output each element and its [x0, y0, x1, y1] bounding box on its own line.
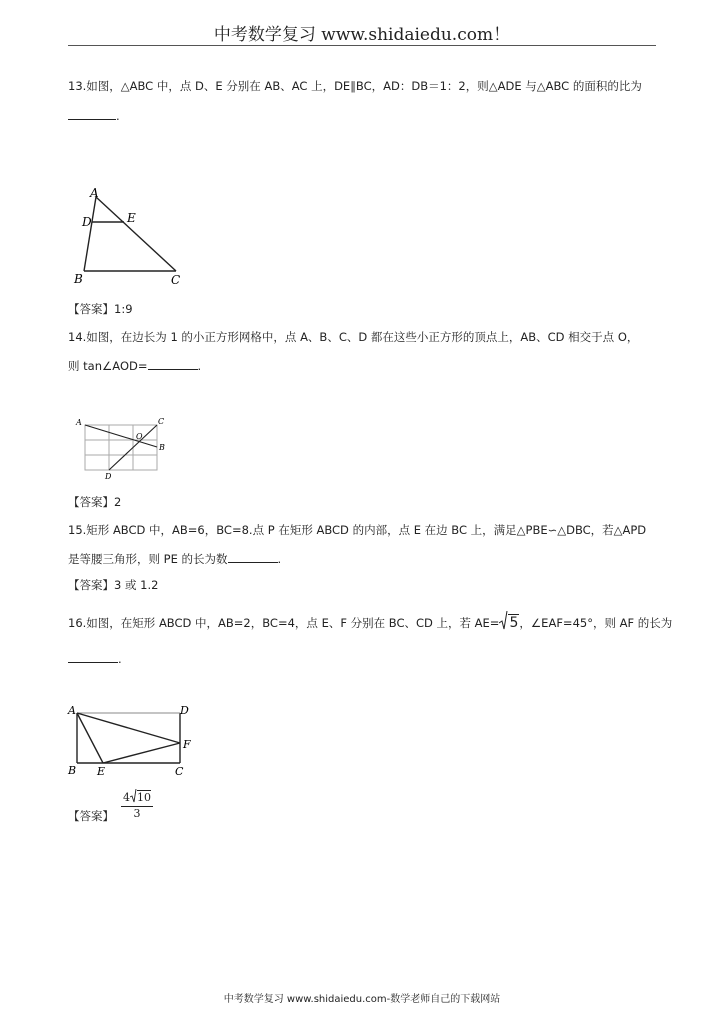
q13-label-b: B [74, 272, 83, 286]
q13-label-a: A [90, 186, 99, 200]
q13-side-ab [84, 197, 96, 271]
q16-label-a: A [68, 704, 76, 717]
q14-segment-ab [85, 425, 157, 447]
q13-label-c: C [171, 273, 181, 287]
q16-label-b: B [68, 764, 77, 777]
q15-line2-text: 是等腰三角形，则 PE 的长为数 [68, 552, 228, 566]
q16-text-after: ，∠EAF=45°，则 AF 的长为 [519, 616, 673, 630]
radical-sign-icon [130, 789, 137, 803]
q14-label-c: C [158, 417, 165, 426]
q16-answer-blank [68, 651, 118, 663]
q13-label-d: D [82, 215, 92, 229]
q16-text [68, 611, 673, 631]
q15-answer-label: 【答案】 [68, 578, 114, 592]
q16-blank-end: . [118, 652, 122, 666]
q16-figure [64, 702, 200, 780]
q14-grid-border [85, 425, 157, 470]
q16-answer-label: 【答案】 [68, 809, 114, 823]
header-divider [68, 45, 656, 46]
header-title: 中考数学复习 www.shidaiedu.com！ [213, 25, 511, 45]
q13-figure [70, 185, 190, 287]
q16-answer-denominator: 3 [133, 807, 141, 820]
q13-blank-end: . [116, 109, 120, 123]
q14-line2-text: 则 tan∠AOD= [68, 359, 148, 373]
q16-sqrt-expression [499, 611, 519, 631]
q13-side-ac [96, 197, 176, 271]
q15-answer-value: 3 或 1.2 [114, 578, 159, 592]
q13-blank-line [68, 108, 668, 124]
q13-answer [68, 301, 133, 317]
q16-label-e: E [97, 765, 106, 778]
q13-answer-value: 1:9 [114, 302, 133, 316]
q16-label-c: C [175, 765, 184, 778]
q16-label-f: F [183, 738, 191, 751]
q16-segment-af [77, 713, 180, 743]
q16-answer-fraction [117, 789, 157, 820]
q16-label-d: D [180, 704, 189, 717]
q14-answer-label: 【答案】 [68, 495, 114, 509]
q14-blank-end: . [197, 359, 202, 373]
q13-label-e: E [127, 211, 136, 225]
q16-answer-coef: 4 [123, 791, 130, 804]
q14-label-o: O [136, 432, 143, 441]
q15-answer-blank [228, 551, 278, 563]
q14-answer-blank [148, 358, 198, 370]
q15-text-line1: 15.矩形 ABCD 中，AB=6，BC=8.点 P 在矩形 ABCD 的内部，点 E 在边 BC 上，满足△PBE∽△DBC，若△APD [68, 523, 647, 537]
q14-answer [68, 494, 121, 510]
q15-blank-end: . [277, 552, 282, 566]
q16-segment-ef [103, 743, 180, 763]
q16-radicand: 5 [509, 615, 519, 631]
q15-text-line2 [68, 551, 668, 567]
q16-answer-numerator [117, 789, 157, 805]
q14-text-line2 [68, 358, 668, 374]
q15-answer [68, 577, 158, 593]
q16-blank-line [68, 651, 668, 667]
q13-answer-label: 【答案】 [68, 302, 114, 316]
q14-text-line1: 14.如图，在边长为 1 的小正方形网格中，点 A、B、C、D 都在这些小正方形的顶点上，AB、CD 相交于点 O， [68, 330, 639, 344]
footer-text: 中考数学复习 www.shidaiedu.com-数学老师自己的下载网站 [223, 994, 501, 1005]
q16-text-before: 16.如图，在矩形 ABCD 中，AB=2，BC=4，点 E、F 分别在 BC、CD 上，若 AE= [68, 616, 500, 630]
q14-label-b: B [159, 443, 165, 452]
q13-text: 13.如图，△ABC 中，点 D、E 分别在 AB、AC 上，DE∥BC，AD：DB＝1：2，则△ADE 与△ABC 的面积的比为 [68, 79, 642, 93]
q14-answer-value: 2 [114, 495, 122, 509]
q13-answer-blank [68, 108, 116, 120]
q16-segment-ae [77, 713, 103, 763]
q14-label-a: A [76, 418, 82, 427]
q14-figure [74, 415, 174, 483]
q14-label-d: D [105, 472, 112, 481]
q16-answer-radicand: 10 [137, 791, 151, 804]
